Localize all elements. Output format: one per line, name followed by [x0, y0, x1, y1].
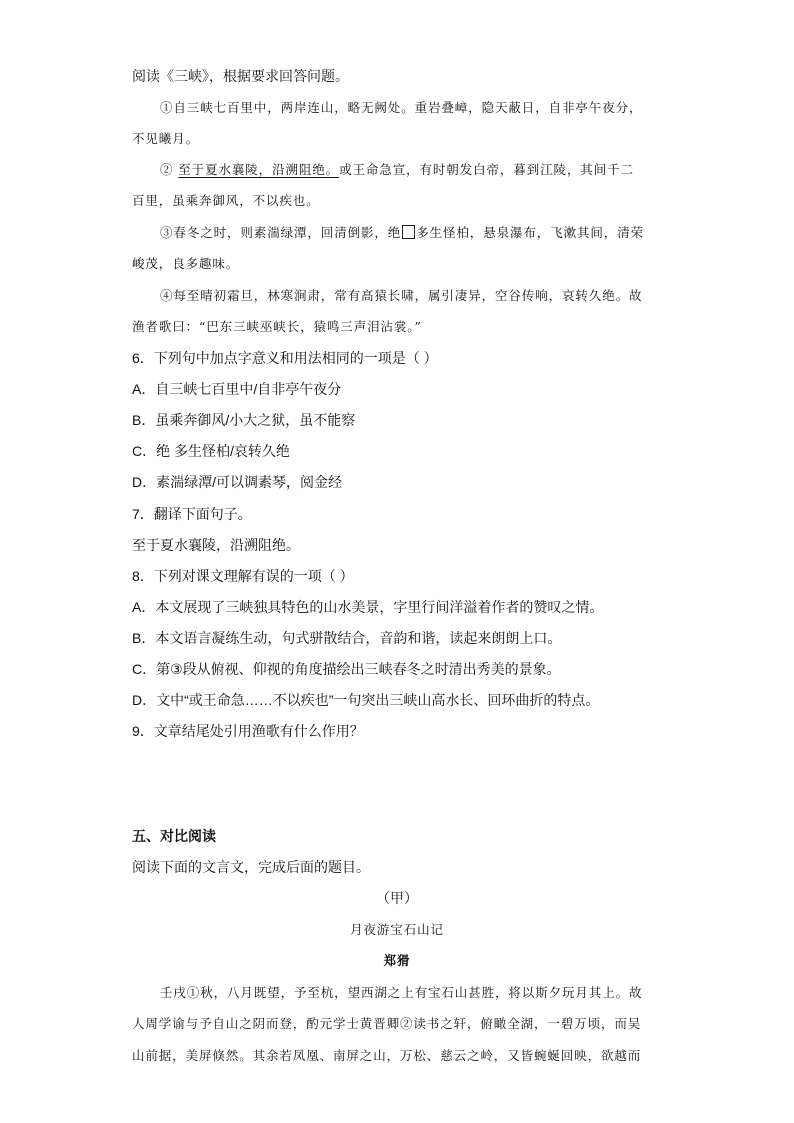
passage-jia-line-2: 人周学谕与予自山之阴而登，酌元学士黄晋卿②读书之轩，俯瞰全湖，一碧万顷，而吴: [132, 1016, 642, 1031]
reading-instruction: 阅读《三峡》，根据要求回答问题。: [132, 68, 349, 84]
question-8: 8．下列对课文理解有误的一项（ ）: [132, 568, 354, 584]
passage-para-4-line-2: 渔者歌曰：“巴东三峡巫峡长，猿鸣三声泪沾裳。”: [132, 319, 422, 334]
passage-para-2-line-2: 百里，虽乘奔御风，不以疾也。: [132, 193, 320, 208]
passage-title: 月夜游宝石山记: [350, 922, 444, 937]
passage-jia-line-3: 山前据，美屏倏然。其余若凤凰、南屏之山，万松、慈云之岭，又皆蜿蜒回映，欲越而: [132, 1048, 642, 1063]
question-6-option-b: B．虽乘奔御风/小大之狱，虽不能察: [132, 412, 356, 428]
para-2-rest: 或王命急宣，有时朝发白帝，暮到江陵，其间千二: [339, 162, 634, 177]
para-2-number: ②: [160, 162, 179, 177]
passage-para-4-line-1: ④每至晴初霜旦，林寒涧肃，常有高猿长啸，属引凄异，空谷传响，哀转久绝。故: [160, 288, 643, 303]
question-9: 9．文章结尾处引用渔歌有什么作用？: [132, 723, 364, 739]
passage-label-jia: （甲）: [376, 890, 418, 906]
question-8-option-c: C．第③段从俯视、仰视的角度描绘出三峡春冬之时清出秀美的景象。: [132, 661, 561, 677]
question-8-option-d: D．文中“或王命急……不以疾也”一句突出三峡山高水长、回环曲折的特点。: [132, 692, 600, 708]
passage-jia-line-1: 壬戌①秋，八月既望，予至杭，望西湖之上有宝石山甚胜，将以斯夕玩月其上。故: [160, 985, 643, 1000]
question-6-option-c: C．绝 多生怪柏/哀转久绝: [132, 443, 290, 459]
passage-para-1-line-1: ①自三峡七百里中，两岸连山，略无阙处。重岩叠嶂，隐天蔽日，自非亭午夜分，: [160, 100, 643, 115]
missing-char-box: [402, 225, 415, 239]
question-6: 6．下列句中加点字意义和用法相同的一项是（ ）: [132, 350, 438, 366]
passage-author: 郑猾: [383, 953, 411, 968]
passage-para-3-line-1: [160, 224, 644, 242]
underlined-sentence: 至于夏水襄陵，沿溯阻绝。: [178, 162, 340, 177]
question-6-option-a: A．自三峡七百里中/自非亭午夜分: [132, 381, 342, 397]
question-8-option-a: A．本文展现了三峡独具特色的山水美景，字里行间洋溢着作者的赞叹之情。: [132, 599, 604, 615]
passage-para-2-line-1: [160, 161, 634, 179]
passage-para-3-line-2: 峻茂，良多趣味。: [132, 256, 240, 271]
question-6-option-d: D．素湍绿潭/可以调素琴，阅金经: [132, 474, 342, 490]
question-8-option-b: B．本文语言凝练生动，句式骈散结合，音韵和谐，读起来朗朗上口。: [132, 630, 562, 646]
para-3-part-2: 多生怪柏，悬泉瀑布，飞漱其间，清荣: [416, 225, 645, 240]
section-heading: 五、对比阅读: [132, 828, 216, 844]
question-7-sentence: 至于夏水襄陵，沿溯阻绝。: [132, 537, 300, 553]
para-3-part-1: ③春冬之时，则素湍绿潭，回清倒影，绝: [160, 225, 402, 240]
question-7: 7．翻译下面句子。: [132, 506, 252, 522]
passage-para-1-line-2: 不见曦月。: [132, 131, 200, 146]
section-instruction: 阅读下面的文言文，完成后面的题目。: [132, 859, 370, 875]
